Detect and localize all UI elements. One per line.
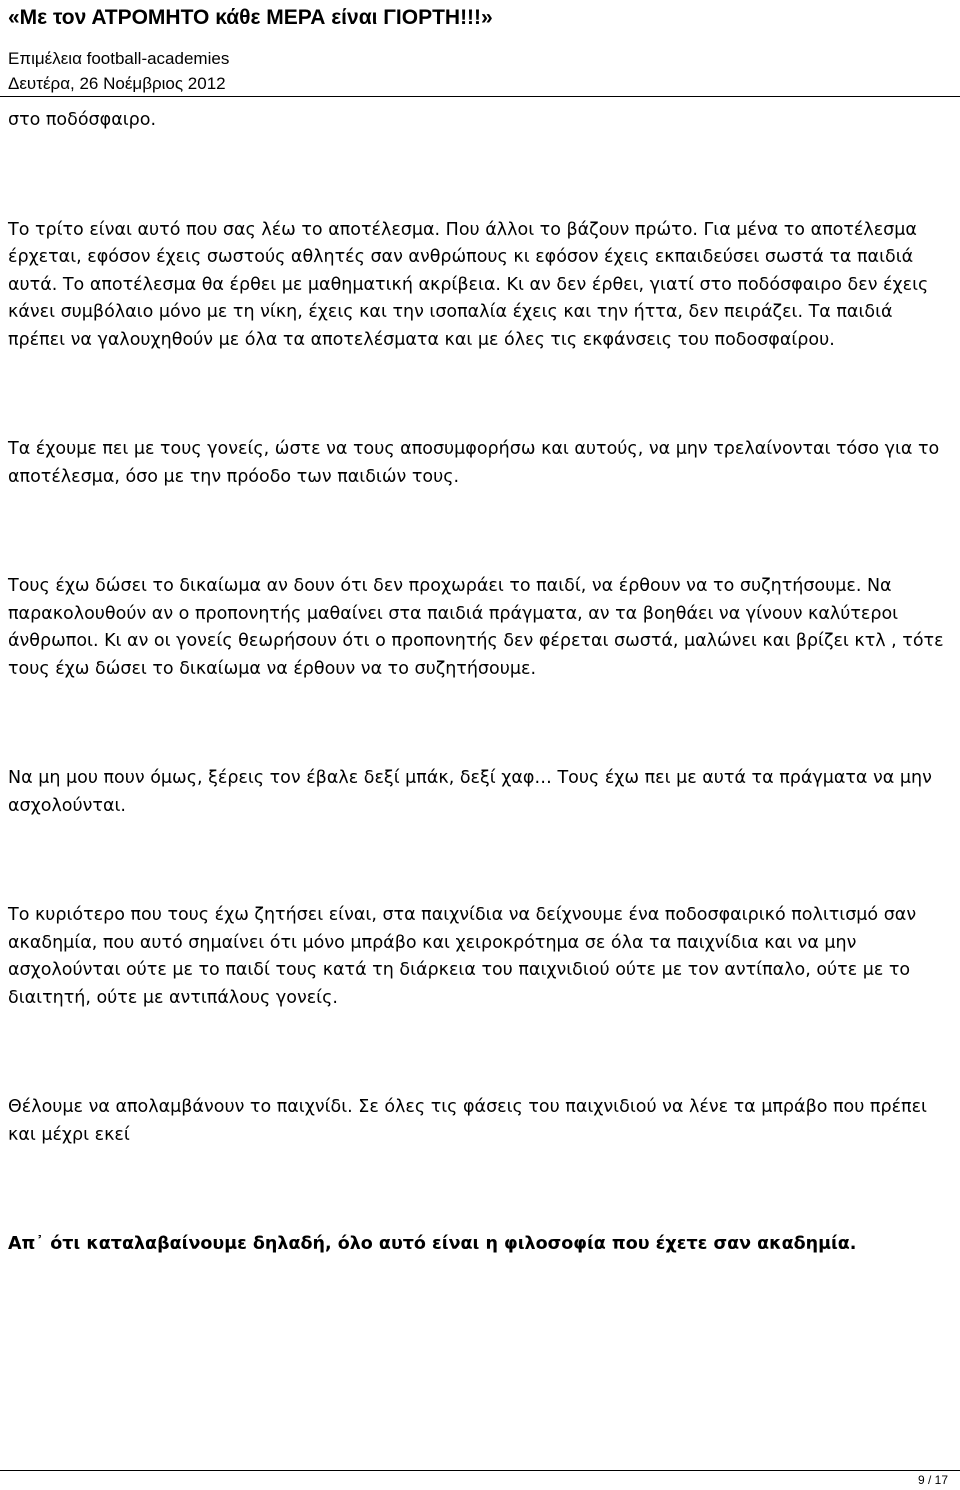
paragraph: στο ποδόσφαιρο. (8, 110, 157, 130)
editor-credit: Επιμέλεια football-academies (8, 49, 230, 68)
bold-question: Απ᾽ ότι καταλαβαίνουμε δηλαδή, όλο αυτό είναι η φιλοσοφία που έχετε σαν ακαδημία. (8, 1234, 857, 1254)
header-divider (0, 96, 960, 97)
footer-divider (0, 1470, 960, 1471)
publish-date: Δευτέρα, 26 Νοέμβριος 2012 (8, 74, 226, 93)
page-number: 9 / 17 (917, 1473, 948, 1487)
document-title: «Με τον ΑΤΡΟΜΗΤΟ κάθε ΜΕΡΑ είναι ΓΙΟΡΤΗ!!!» (8, 6, 493, 29)
paragraph: Το κυριότερο που τους έχω ζητήσει είναι, στα παιχνίδια να δείχνουμε ένα ποδοσφαιρικό πολιτισμό σαν ακαδημία, που αυτό σημαίνει ότι μόνο μπράβο και χειροκρότημα σε όλα τα παιχνίδια και να μην ασχολούνται ούτε με το παιδί τους κατά τη διάρκεια του παιχνιδιού ούτε με τον αντίπαλο, ούτε με το διαιτητή, ούτε με αντιπάλους γονείς. (8, 905, 917, 1008)
document-header (0, 0, 960, 97)
paragraph: Να μη μου πουν όμως, ξέρεις τον έβαλε δεξί μπάκ, δεξί χαφ… Τους έχω πει με αυτά τα πράγματα να μην ασχολούνται. (8, 768, 932, 816)
paragraph: Θέλουμε να απολαμβάνουν το παιχνίδι. Σε όλες τις φάσεις του παιχνιδιού να λένε τα μπράβο που πρέπει και μέχρι εκεί (8, 1097, 927, 1145)
article-body (8, 107, 948, 1259)
paragraph: Τους έχω δώσει το δικαίωμα αν δουν ότι δεν προχωράει το παιδί, να έρθουν να το συζητήσουμε. Να παρακολουθούν αν ο προπονητής μαθαίνει στα παιδιά πράγματα, αν τα βοηθάει να γίνουν καλύτεροι άνθρωποι. Κι αν οι γονείς θεωρήσουν ότι ο προπονητής δεν φέρεται σωστά, μαλώνει και βρίζει κτλ , τότε τους έχω δώσει το δικαίωμα να έρθουν να το συζητήσουμε. (8, 576, 944, 679)
paragraph: Τα έχουμε πει με τους γονείς, ώστε να τους αποσυμφορήσω και αυτούς, να μην τρελαίνονται τόσο για το αποτέλεσμα, όσο με την πρόοδο των παιδιών τους. (8, 439, 940, 487)
paragraph: Το τρίτο είναι αυτό που σας λέω το αποτέλεσμα. Που άλλοι το βάζουν πρώτο. Για μένα το αποτέλεσμα έρχεται, εφόσον έχεις σωστούς αθλητές σαν ανθρώπους κι εφόσον έχεις εκπαιδεύσει σωστά τα παιδιά αυτά. Το αποτέλεσμα θα έρθει με μαθηματική ακρίβεια. Κι αν δεν έρθει, γιατί στο ποδόσφαιρο δεν έχεις κάνει συμβόλαιο μόνο με τη νίκη, έχεις και την ισοπαλία έχεις και την ήττα, δεν πειράζει. Τα παιδιά πρέπει να γαλουχηθούν με όλα τα αποτελέσματα και με όλες τις εκφάνσεις του ποδοσφαίρου. (8, 219, 929, 350)
